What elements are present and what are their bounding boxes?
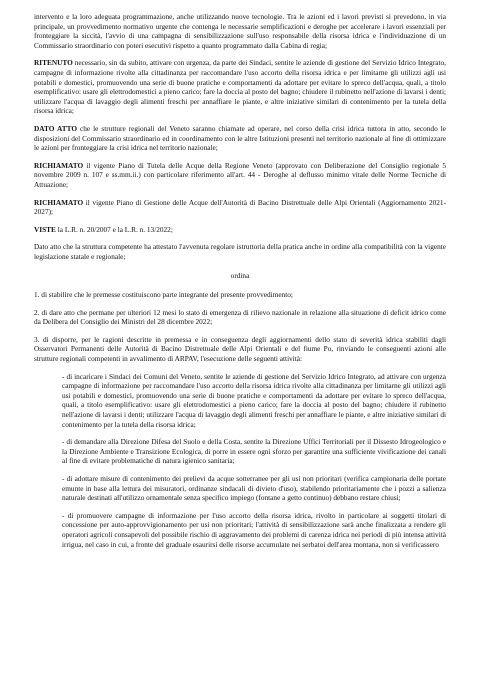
activity-item: - di incaricare i Sindaci dei Comuni del Veneto, sentite le aziende di gestione del Servizio Idrico Integrato, ad attivare con urgenza campagne di informazione per raccomandare l'uso accorto della risorsa idrica rivolte alla cittadinanza per limitarne gli utilizzi agli usi potabili e domestici, promuovendo una serie di buone pratiche e comportamenti da adottare per evitare lo spreco dell'acqua, quali, a titolo esemplificativo: usare gli elettrodomestici a pieno carico; fare la doccia al posto del bagno; chiudere il rubinetto nell'azione di lavarsi i denti; utilizzare l'acqua di lavaggio degli alimenti freschi per annaffiare le piante, e altre iniziative similari di contenimento per la tutela della risorsa idrica; [62, 371, 446, 429]
keyword-dato-atto: DATO ATTO [34, 123, 78, 133]
paragraph-richiamato-2 [34, 198, 446, 217]
keyword-viste: VISTE [34, 224, 56, 234]
richiamato-2-text: il vigente Piano di Gestione delle Acque dell'Autorità di Bacino Distrettuale delle Alpi Orientali (Aggiornamento 2021-2027); [34, 197, 446, 217]
keyword-ritenuto: RITENUTO [34, 58, 73, 68]
paragraph-dato-atto-struttura: Dato atto che la struttura competente ha attestato l'avvenuta regolare istruttoria della pratica anche in ordine alla compatibilità con la vigente legislazione statale e regionale; [34, 242, 446, 261]
paragraph-ritenuto [34, 58, 446, 116]
paragraph-intro: intervento e la loro adeguata programmazione, anche utilizzando nuove tecnologie. Tra le azioni ed i lavori previsti si prevedono, in via principale, un provvedimento normativo urgente che contenga le necessarie semplificazioni e deroghe per accelerare i lavori essenziali per fronteggiare la siccità, l'avvio di una campagna di sensibilizzazione sull'uso responsabile della risorsa idrica e l'individuazione di un Commissario straordinario con poteri esecutivi rispetto a quanto programmato dalla Cabina di regia; [34, 12, 446, 50]
paragraph-viste [34, 225, 446, 235]
ordina-item-1: 1. di stabilire che le premesse costituiscono parte integrante del presente provvedimento; [34, 290, 293, 300]
paragraph-richiamato-1 [34, 161, 446, 190]
viste-text: la L.R. n. 20/2007 e la L.R. n. 13/2022; [55, 224, 173, 234]
dato-atto-text: che le strutture regionali del Veneto saranno chiamate ad operare, nel corso della crisi idrica tuttora in atto, secondo le disposizioni del Commissario straordinario ed in coordinamento con le altre Istituzioni presenti nel territorio nazionale al fine di ottimizzare le azioni per fronteggiare la crisi idrica nel territorio nazionale; [34, 123, 446, 153]
ordina-item-3: 3. di disporre, per le ragioni descritte in premessa e in conseguenza degli aggiornamenti dello stato di severità idrica stabiliti dagli Osservatori Permanenti delle Autorità di Bacino Distrettuale delle Alpi Orientali e del fiume Po, rinviando le conseguenti azioni alle strutture regionali competenti in avvalimento di ARPAV, l'esecuzione delle seguenti attività: [34, 334, 446, 364]
activity-item: - di adottare misure di contenimento dei prelievi da acque sotterranee per gli usi non prioritari (verifica campionaria delle portate emunte in base alla lettura dei misuratori, ordinanze sindacali di divieto d'uso), stabilendo prioritariamente che i pozzi a salienza naturale destinati all'utilizzo ornamentale senza specifico impiego (fontane a getto continuo) debbano restare chiusi; [62, 473, 446, 503]
paragraph-dato-atto [34, 124, 446, 153]
keyword-richiamato: RICHIAMATO [34, 160, 84, 170]
ordina-item-2: 2. di dare atto che permane per ulteriori 12 mesi lo stato di emergenza di rilievo nazionale in relazione alla situazione di deficit idrico come da Delibera del Consiglio dei Ministri del 28 dicembre 2022; [34, 307, 446, 327]
richiamato-1-text: il vigente Piano di Tutela delle Acque della Regione Veneto (approvato con Deliberazione del Consiglio regionale 5 novembre 2009 n. 107 e ss.mm.ii.) con particolare riferimento all'art. 44 - Deroghe al deflusso minimo vitale delle Norme Tecniche di Attuazione; [34, 160, 446, 189]
activity-item: - di promuovere campagne di informazione per l'uso accorto della risorsa idrica, rivolto in particolare ai soggetti titolari di concessione per auto-approvvigionamento per usi non prioritari; l'attività di sensibilizzazione sarà anche finalizzata a rendere gli operatori agricoli consapevoli del possibile rischio di aggravamento dei problemi di carenza idrica nei periodi di più intensa attività irrigua, nel caso in cui, a fronte del graduale esaurirsi delle risorse accumulate nei serbatoi dell'area montana, non si verificassero [62, 510, 446, 549]
activity-item: - di demandare alla Direzione Difesa del Suolo e della Costa, sentite la Direzione Uffici Territoriali per il Dissesto Idrogeologico e la Direzione Ambiente e Transizione Ecologica, di porre in essere ogni sforzo per garantire una sufficiente vivificazione dei canali al fine di evitare problematiche di natura igienico sanitaria; [62, 437, 446, 466]
heading-ordina: ordina [230, 271, 250, 281]
keyword-richiamato: RICHIAMATO [34, 197, 84, 207]
ritenuto-text: necessario, sin da subito, attivare con urgenza, da parte dei Sindaci, sentite le aziende di gestione del Servizio Idrico Integrato, campagne di informazione rivolte alla cittadinanza per raccomandare l'uso accorto della risorsa idrica e per limitarne gli utilizzi agli usi potabili e domestici, promuovendo una serie di buone pratiche e comportamenti da adottare per evitare lo spreco dell'acqua, quali, a titolo esemplificativo: usare gli elettrodomestici a pieno carico; fare la doccia al posto del bagno; chiudere il rubinetto nell'azione di lavarsi i denti; utilizzare l'acqua di lavaggio degli alimenti freschi per annaffiare le piante, e altre iniziative similari di contenimento per la tutela della risorsa idrica; [34, 58, 446, 116]
activity-list [34, 372, 446, 550]
